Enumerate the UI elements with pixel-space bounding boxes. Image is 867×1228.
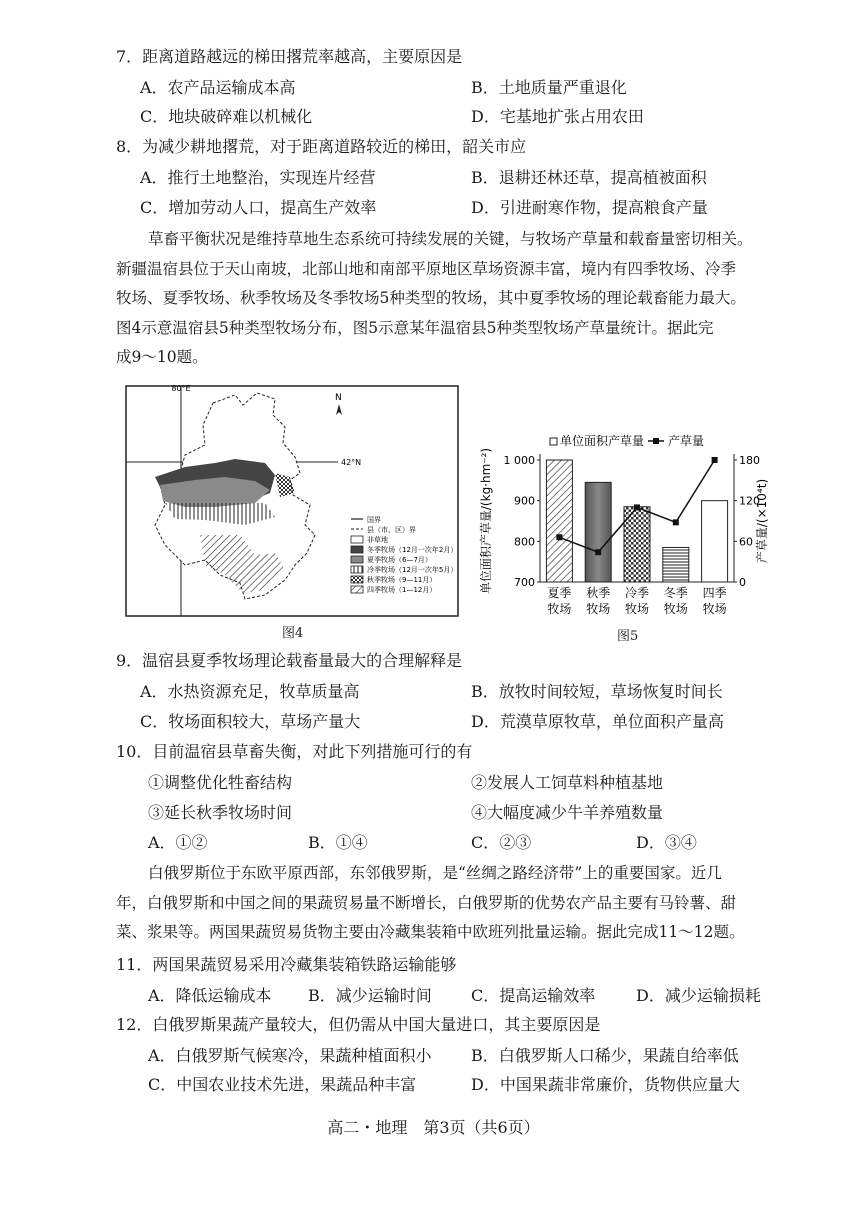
legend-item: 非草地 [367,536,388,544]
q11-option-b: B．减少运输时间 [308,986,432,1005]
q10-stem: 10．目前温宿县草畜失衡，对此下列措施可行的有 [116,742,473,761]
q12-option-b: B．白俄罗斯人口稀少，果蔬自给率低 [471,1046,739,1065]
q11-option-d: D．减少运输损耗 [636,986,761,1005]
x-tick-label: 牧场 [586,602,611,616]
legend-item: 冬季牧场（12月一次年2月） [367,546,458,554]
lon-label: 80°E [171,384,191,393]
x-tick-label: 牧场 [702,602,727,616]
y2-tick-label: 180 [739,454,760,467]
q7-option-d: D．宅基地扩张占用农田 [471,107,644,126]
q12-stem: 12．白俄罗斯果蔬产量较大，但仍需从中国大量进口，其主要原因是 [116,1015,601,1034]
q9-option-b: B．放牧时间较短，草场恢复时间长 [471,682,723,701]
x-tick-label: 牧场 [663,602,688,616]
q8-stem: 8．为减少耕地撂荒，对于距离道路较近的梯田，韶关市应 [116,137,527,156]
passage1-line: 草畜平衡状况是维持草地生态系统可持续发展的关键，与牧场产草量和载畜量密切相关。 [148,230,753,248]
q7-option-b: B．土地质量严重退化 [471,78,627,97]
q9-option-d: D．荒漠草原牧草，单位面积产量高 [471,712,724,731]
y-tick-label: 800 [514,535,535,549]
x-tick-label: 秋季 [586,586,611,600]
line-point [556,534,562,540]
x-tick-label: 四季 [702,586,727,600]
bar [585,482,611,582]
line-point [595,549,601,555]
x-tick-label: 冷季 [624,586,650,600]
bar [546,460,572,582]
bar [702,501,728,582]
y2-tick-label: 60 [739,535,753,549]
x-tick-label: 夏季 [547,586,572,600]
legend-label: 单位面积产草量 [560,434,645,448]
passage2-line: 菜、浆果等。两国果蔬贸易货物主要由冷藏集装箱中欧班列批量运输。据此完成11～12题。 [116,923,745,941]
line-point [634,504,640,510]
x-tick-label: 冬季 [663,586,688,600]
legend-item: 秋季牧场（9—11月） [367,576,437,584]
q10-item-1: ①调整优化牲畜结构 [148,773,293,792]
q7-option-a: A．农产品运输成本高 [140,78,296,97]
legend-label: 产草量 [668,434,705,448]
north-label: N [335,393,342,403]
q10-option-a: A．①② [148,833,208,852]
y-axis-title: 单位面积产草量/(kg·hm⁻²) [479,447,493,595]
line-point [712,457,718,463]
legend-item: 国界 [367,516,381,524]
line-point [673,519,679,525]
y-tick-label: 700 [514,576,535,589]
y2-tick-label: 120 [739,494,760,508]
passage1-line: 新疆温宿县位于天山南坡，北部山地和南部平原地区草场资源丰富，境内有四季牧场、冷季 [116,259,737,278]
y-tick-label: 900 [514,494,535,508]
q11-option-a: A．降低运输成本 [148,986,272,1005]
q8-option-c: C．增加劳动人口，提高生产效率 [140,198,377,217]
q10-item-2: ②发展人工饲草料种植基地 [471,773,664,792]
figure4-caption: 图4 [282,626,304,641]
q12-option-d: D．中国果蔬非常廉价，货物供应量大 [471,1075,740,1094]
pasture-yield-chart [476,432,769,622]
q8-option-d: D．引进耐寒作物，提高粮食产量 [471,198,708,217]
q7-option-c: C．地块破碎难以机械化 [140,107,313,126]
x-tick-label: 牧场 [624,602,650,616]
bar [663,547,689,582]
passage1-line: 牧场、夏季牧场、秋季牧场及冬季牧场5种类型的牧场，其中夏季牧场的理论载畜能力最大。 [116,289,746,307]
q9-stem: 9．温宿县夏季牧场理论载畜量最大的合理解释是 [116,651,463,670]
q10-option-c: C．②③ [471,833,532,852]
y2-tick-label: 0 [739,576,746,589]
y-tick-label: 1 000 [503,454,535,467]
q11-stem: 11．两国果蔬贸易采用冷藏集装箱铁路运输能够 [116,955,457,974]
legend-item: 夏季牧场（6—7月） [367,556,432,564]
q9-option-a: A．水热资源充足，牧草质量高 [140,682,360,701]
q10-item-4: ④大幅度减少牛羊养殖数量 [471,803,664,822]
legend-swatch-point [653,438,659,444]
q12-option-a: A．白俄罗斯气候寒冷，果蔬种植面积小 [148,1046,432,1065]
q10-item-3: ③延长秋季牧场时间 [148,803,293,822]
q8-option-a: A．推行土地整治，实现连片经营 [140,168,376,187]
y2-axis-title: 产草量/(×10⁴t) [755,478,769,564]
passage-belarus [116,859,756,948]
q11-option-c: C．提高运输效率 [471,986,596,1005]
q10-option-b: B．①④ [308,833,368,852]
passage1-line: 图4示意温宿县5种类型牧场分布，图5示意某年温宿县5种类型牧场产草量统计。据此完 [116,318,714,337]
pasture-distribution-map [125,385,459,617]
q9-option-c: C．牧场面积较大，草场产量大 [140,712,361,731]
legend-item: 冷季牧场（12月一次年5月） [367,566,458,574]
passage1-line: 成9～10题。 [116,348,208,366]
lat-label: 42°N [341,458,362,467]
x-tick-label: 牧场 [547,602,572,616]
page-footer: 高二・地理 第3页（共6页） [327,1118,540,1137]
q12-option-c: C．中国农业技术先进，果蔬品种丰富 [148,1075,417,1094]
legend-item: 四季牧场（1—12月） [367,586,437,594]
figure5-caption: 图5 [617,629,639,644]
q8-option-b: B．退耕还林还草，提高植被面积 [471,168,707,187]
legend-item: 县（市、区）界 [367,526,416,534]
q7-stem: 7．距离道路越远的梯田撂荒率越高，主要原因是 [116,47,463,66]
legend-swatch-bar [550,438,557,445]
passage2-line: 白俄罗斯位于东欧平原西部，东邻俄罗斯，是“丝绸之路经济带”上的重要国家。近几 [148,864,722,882]
passage-grassland [116,225,756,373]
q10-option-d: D．③④ [636,833,697,852]
passage2-line: 年，白俄罗斯和中国之间的果蔬贸易量不断增长，白俄罗斯的优势农产品主要有马铃薯、甜 [116,893,737,912]
